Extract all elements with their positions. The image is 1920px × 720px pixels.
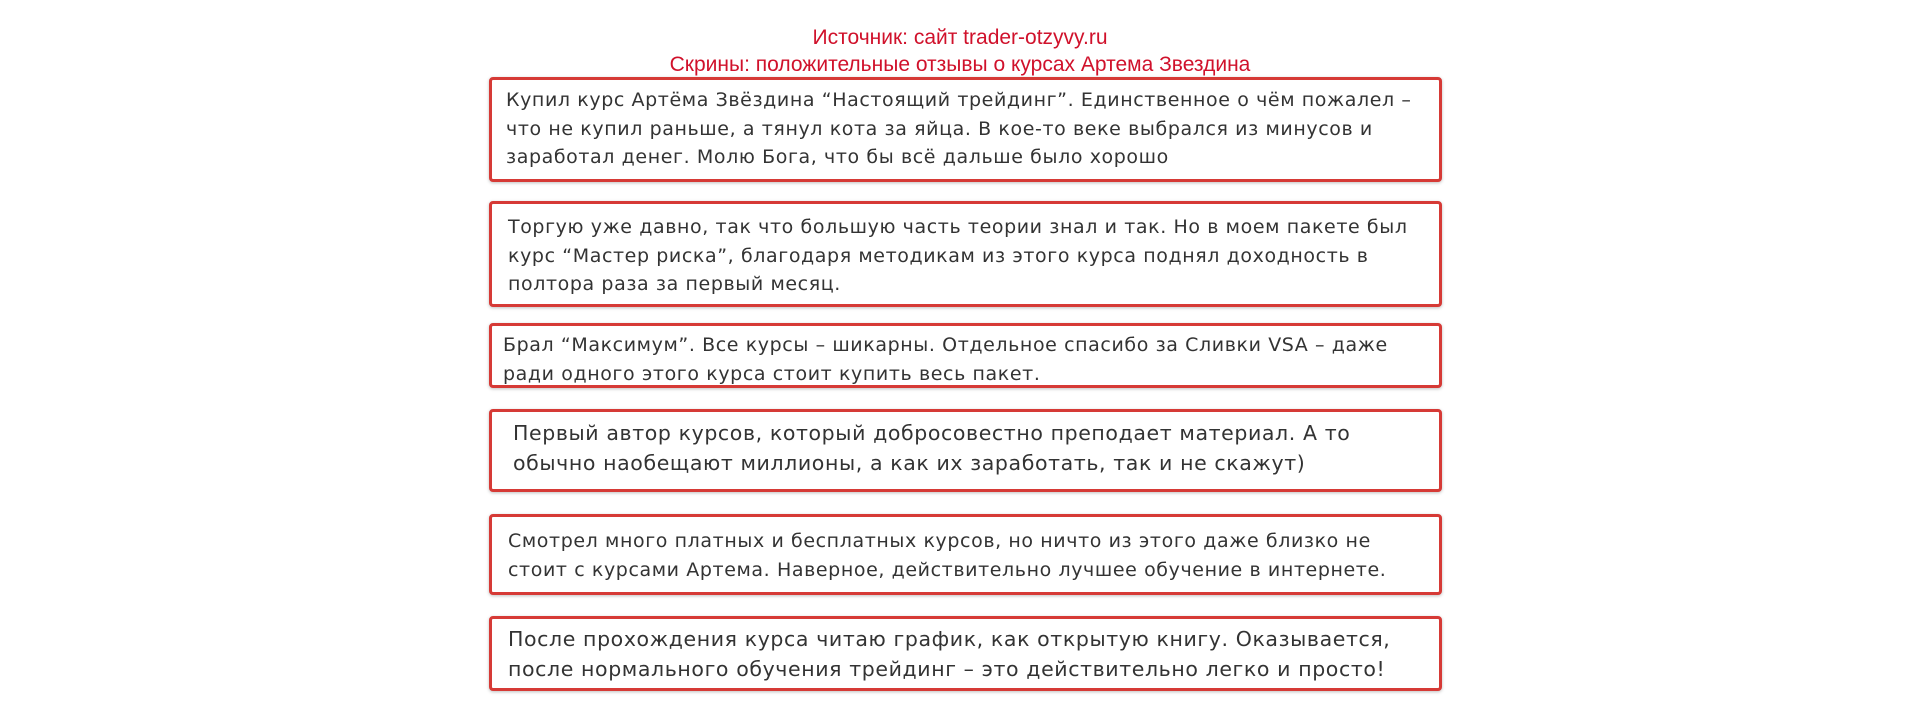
- review-text: Торгую уже давно, так что большую часть теории знал и так. Но в моем пакете был курс “Мастер риска”, благодаря методикам из этого курса поднял доходность в полтора раза за первый месяц.: [508, 216, 1408, 295]
- review-text: Купил курс Артёма Звёздина “Настоящий трейдинг”. Единственное о чём пожалел – что не купил раньше, а тянул кота за яйца. В кое-то веке выбрался из минусов и заработал денег. Молю Бога, что бы всё дальше было хорошо: [506, 89, 1412, 168]
- review-card-3: [489, 323, 1442, 388]
- review-text: Брал “Максимум”. Все курсы – шикарны. Отдельное спасибо за Сливки VSA – даже ради одного этого курса стоит купить весь пакет.: [503, 334, 1388, 385]
- review-text: Смотрел много платных и бесплатных курсов, но ничто из этого даже близко не стоит с курсами Артема. Наверное, действительно лучшее обучение в интернете.: [508, 530, 1387, 581]
- review-card-6: [489, 616, 1442, 691]
- source-line: Источник: сайт trader-otzyvy.ru: [812, 26, 1108, 49]
- review-card-4: [489, 409, 1442, 492]
- review-text: Первый автор курсов, который добросовестно преподает материал. А то обычно наобещают миллионы, а как их заработать, так и не скажут): [513, 421, 1351, 475]
- source-header: [0, 24, 1920, 78]
- review-card-1: [489, 77, 1442, 182]
- review-card-5: [489, 514, 1442, 595]
- review-card-2: [489, 201, 1442, 307]
- header-subtitle: Скрины: положительные отзывы о курсах Артема Звездина: [669, 53, 1251, 76]
- review-text: После прохождения курса читаю график, как открытую книгу. Оказывается, после нормального обучения трейдинг – это действительно легко и просто!: [508, 627, 1391, 681]
